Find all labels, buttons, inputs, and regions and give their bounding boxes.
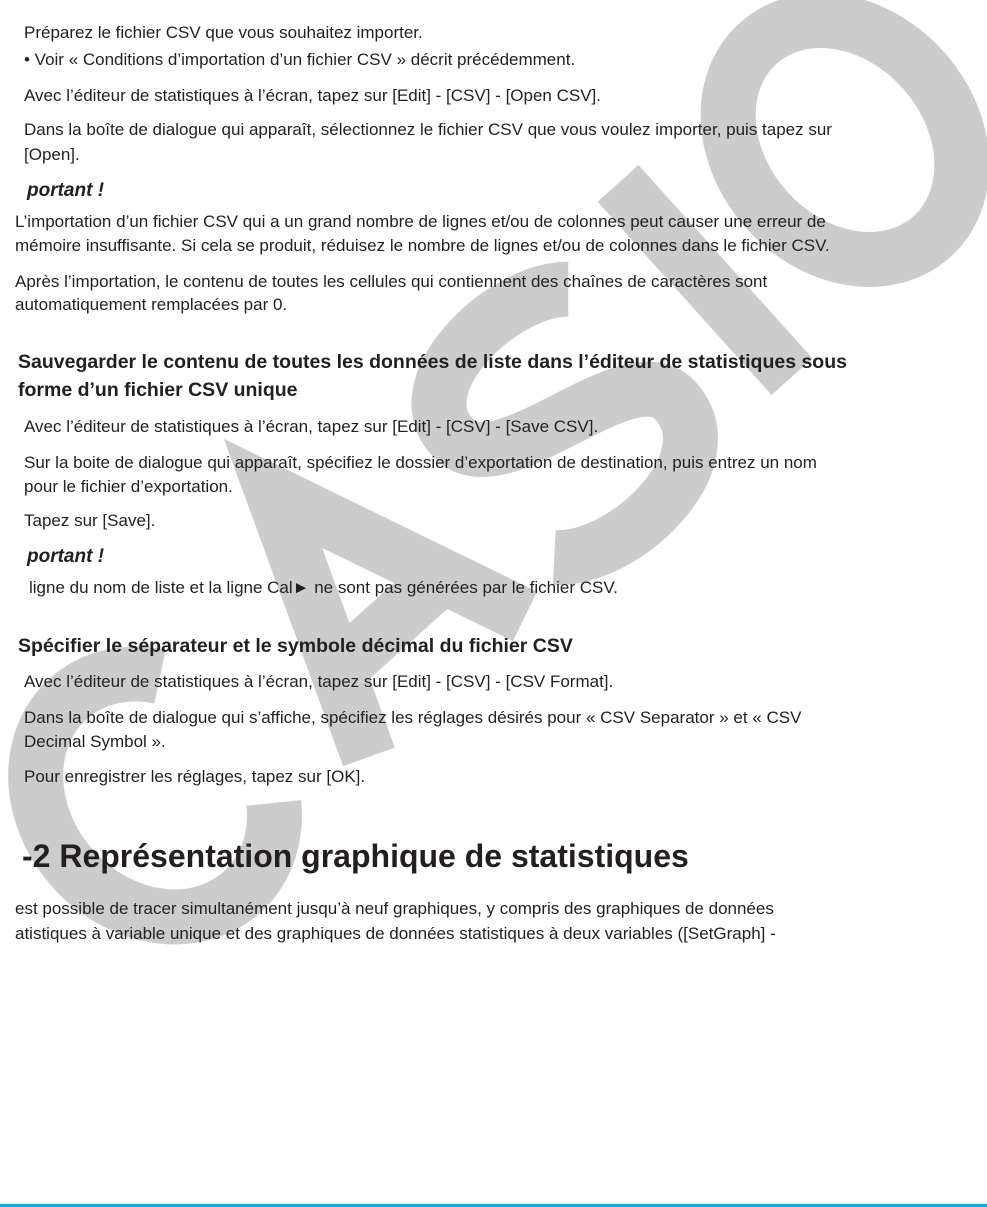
note-text: automatiquement remplacées par 0. — [15, 295, 288, 314]
note-text: ligne du nom de liste et la ligne Cal► ne sont pas générées par le fichier CSV. — [29, 578, 618, 597]
section-heading: forme d’un fichier CSV unique — [18, 379, 298, 401]
section-heading: Sauvegarder le contenu de toutes les données de liste dans l’éditeur de statistiques sous — [18, 351, 847, 373]
step-text: Pour enregistrer les réglages, tapez sur [OK]. — [24, 767, 366, 786]
body-text: atistiques à variable unique et des graphiques de données statistiques à deux variables ([SetGraph] - — [15, 924, 776, 943]
note-text: L’importation d’un fichier CSV qui a un grand nombre de lignes et/ou de colonnes peut causer une erreur de — [15, 212, 826, 231]
step-text: Avec l’éditeur de statistiques à l’écran, tapez sur [Edit] - [CSV] - [Save CSV]. — [24, 417, 599, 436]
step-text: Dans la boîte de dialogue qui s’affiche, spécifiez les réglages désirés pour « CSV Separator » et « CSV — [24, 708, 802, 727]
chapter-heading: -2 Représentation graphique de statistiques — [22, 838, 689, 874]
step-text: Préparez le fichier CSV que vous souhaitez importer. — [24, 23, 423, 42]
step-text: Sur la boite de dialogue qui apparaît, spécifiez le dossier d’exportation de destination, puis entrez un nom — [24, 453, 817, 472]
important-heading: portant ! — [27, 180, 105, 201]
step-text: Avec l’éditeur de statistiques à l’écran, tapez sur [Edit] - [CSV] - [CSV Format]. — [24, 672, 614, 691]
step-text: Tapez sur [Save]. — [24, 511, 156, 530]
step-text: [Open]. — [24, 145, 80, 164]
section-heading: Spécifier le séparateur et le symbole décimal du fichier CSV — [18, 635, 573, 657]
step-text: Decimal Symbol ». — [24, 732, 166, 751]
body-text: est possible de tracer simultanément jusqu’à neuf graphiques, y compris des graphiques de données — [15, 899, 774, 918]
watermark-letter-o — [680, 0, 987, 307]
step-text: Dans la boîte de dialogue qui apparaît, sélectionnez le fichier CSV que vous voulez importer, puis tapez sur — [24, 120, 832, 139]
bullet-text: • Voir « Conditions d’importation d’un fichier CSV » décrit précédemment. — [24, 50, 576, 69]
important-heading: portant ! — [27, 546, 105, 567]
step-text: Avec l’éditeur de statistiques à l’écran, tapez sur [Edit] - [CSV] - [Open CSV]. — [24, 86, 602, 105]
note-text: mémoire insuffisante. Si cela se produit, réduisez le nombre de lignes et/ou de colonnes dans le fichier CSV. — [15, 236, 830, 255]
note-text: Après l’importation, le contenu de toutes les cellules qui contiennent des chaînes de caractères sont — [15, 272, 768, 291]
step-text: pour le fichier d’exportation. — [24, 477, 233, 496]
